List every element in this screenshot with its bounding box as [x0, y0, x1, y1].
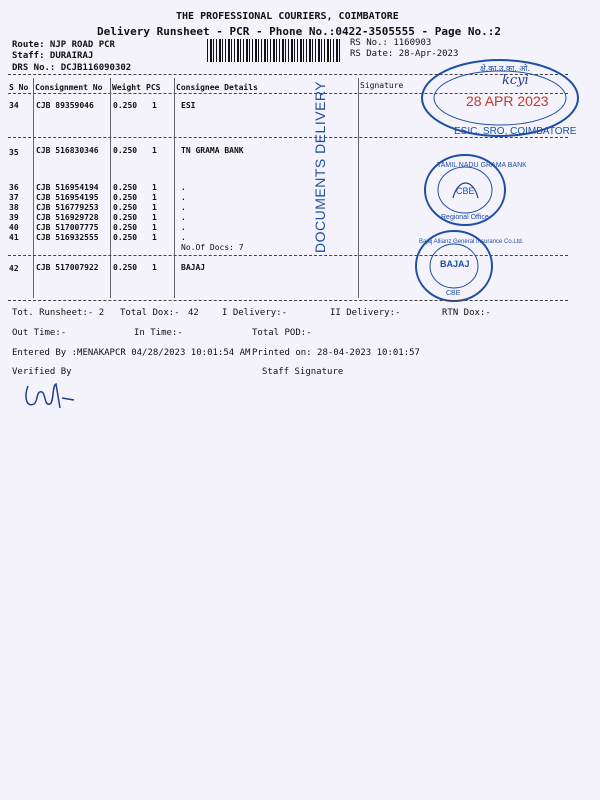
bajaj-ring-text: Bajaj Allianz General Insurance Co.Ltd.: [419, 239, 524, 245]
col-signature: Signature: [360, 81, 404, 90]
row-consignment: CJB 516929728: [36, 213, 99, 222]
row-consignee: TN GRAMA BANK: [181, 146, 244, 155]
col-pcs: PCS: [146, 83, 161, 92]
rs-number: RS No.: 1160903: [350, 38, 432, 48]
row-weight: 0.250: [113, 203, 138, 212]
row-consignment: CJB 516779253: [36, 203, 99, 212]
row-sno: 41: [9, 233, 19, 242]
row-consignment: CJB 89359046: [36, 101, 94, 110]
row-pcs: 1: [152, 183, 157, 192]
row-pcs: 1: [152, 146, 157, 155]
row-consignment: CJB 516954194: [36, 183, 99, 192]
staff-label: Staff: DURAIRAJ: [12, 51, 94, 61]
row-weight: 0.250: [113, 183, 138, 192]
esic-hindi-text: क्षे.का.उ.का. ओ.: [480, 64, 530, 73]
out-time: Out Time:-: [12, 328, 67, 338]
bajaj-center-text: BAJAJ: [440, 259, 470, 269]
row-consignee: .: [181, 233, 186, 242]
row-pcs: 1: [152, 213, 157, 222]
row-consignee: BAJAJ: [181, 263, 206, 272]
ii-delivery: II Delivery:-: [330, 308, 401, 318]
row-consignee: .: [181, 213, 186, 222]
col-divider: [174, 78, 175, 298]
row-pcs: 1: [152, 233, 157, 242]
row-sno: 39: [9, 213, 19, 222]
bajaj-stamp: [414, 229, 524, 304]
row-sno: 35: [9, 148, 19, 157]
row-pcs: 1: [152, 193, 157, 202]
tngb-regional-text: Regional Office: [441, 214, 489, 221]
row-consignee: .: [181, 183, 186, 192]
tngb-stamp: [423, 153, 527, 228]
esic-office-text: ESIC, SRO, COIMBATORE: [454, 126, 577, 137]
esic-stamp: [418, 56, 583, 141]
verifier-signature: [22, 378, 82, 413]
rtn-dox: RTN Dox:-: [442, 308, 491, 318]
col-consignee: Consignee Details: [176, 83, 258, 92]
row-consignment: CJB 516954195: [36, 193, 99, 202]
company-name: THE PROFESSIONAL COURIERS, COIMBATORE: [176, 11, 399, 22]
col-divider: [110, 78, 111, 298]
row-pcs: 1: [152, 263, 157, 272]
col-divider: [33, 78, 34, 298]
row-weight: 0.250: [113, 233, 138, 242]
tngb-center-text: CBE: [456, 186, 475, 196]
row-pcs: 1: [152, 223, 157, 232]
esic-date: 28 APR 2023: [466, 93, 549, 109]
runsheet-title: Delivery Runsheet - PCR - Phone No.:0422-3505555 - Page No.:2: [97, 25, 501, 38]
row-weight: 0.250: [113, 213, 138, 222]
rs-date: RS Date: 28-Apr-2023: [350, 49, 459, 59]
row-weight: 0.250: [113, 223, 138, 232]
total-dox-value: 42: [188, 308, 199, 318]
esic-initials: kcyi: [502, 73, 529, 88]
row-weight: 0.250: [113, 263, 138, 272]
row-consignee: .: [181, 223, 186, 232]
row-sno: 36: [9, 183, 19, 192]
staff-signature: Staff Signature: [262, 367, 344, 377]
entered-by: Entered By :MENAKAPCR 04/28/2023 10:01:54 AM: [12, 348, 251, 358]
col-divider: [358, 78, 359, 298]
total-dox-label: Total Dox:-: [120, 308, 180, 318]
row-weight: 0.250: [113, 146, 138, 155]
row-pcs: 1: [152, 101, 157, 110]
col-weight: Weight: [112, 83, 141, 92]
row-weight: 0.250: [113, 101, 138, 110]
row-weight: 0.250: [113, 193, 138, 202]
verified-by: Verified By: [12, 367, 72, 377]
i-delivery: I Delivery:-: [222, 308, 288, 318]
no-of-docs: No.Of Docs: 7: [181, 243, 244, 252]
row-sno: 37: [9, 193, 19, 202]
barcode: [207, 39, 341, 62]
documents-delivery-stamp: DOCUMENTS DELIVERY: [312, 80, 328, 253]
total-pod: Total POD:-: [252, 328, 312, 338]
tngb-ring-text: TAMIL NADU GRAMA BANK: [437, 162, 527, 169]
row-consignment: CJB 517007775: [36, 223, 99, 232]
row-consignee: .: [181, 193, 186, 202]
row-consignment: CJB 516830346: [36, 146, 99, 155]
row-sno: 42: [9, 264, 19, 273]
row-consignee: .: [181, 203, 186, 212]
bajaj-city-text: CBE: [446, 290, 461, 297]
tot-runsheet: Tot. Runsheet:- 2: [12, 308, 105, 318]
footer-rule: [8, 300, 568, 301]
row-consignee: ESI: [181, 101, 196, 110]
printed-on: Printed on: 28-04-2023 10:01:57: [252, 348, 420, 358]
row-consignment: CJB 517007922: [36, 263, 99, 272]
row-sno: 38: [9, 203, 19, 212]
row-sno: 40: [9, 223, 19, 232]
drs-number: DRS No.: DCJB116090302: [12, 63, 132, 73]
col-sno: S No: [9, 83, 29, 92]
row-pcs: 1: [152, 203, 157, 212]
col-consignment: Consignment No: [35, 83, 103, 92]
row-consignment: CJB 516932555: [36, 233, 99, 242]
in-time: In Time:-: [134, 328, 183, 338]
route-label: Route: NJP ROAD PCR: [12, 40, 115, 50]
row-sno: 34: [9, 101, 19, 110]
